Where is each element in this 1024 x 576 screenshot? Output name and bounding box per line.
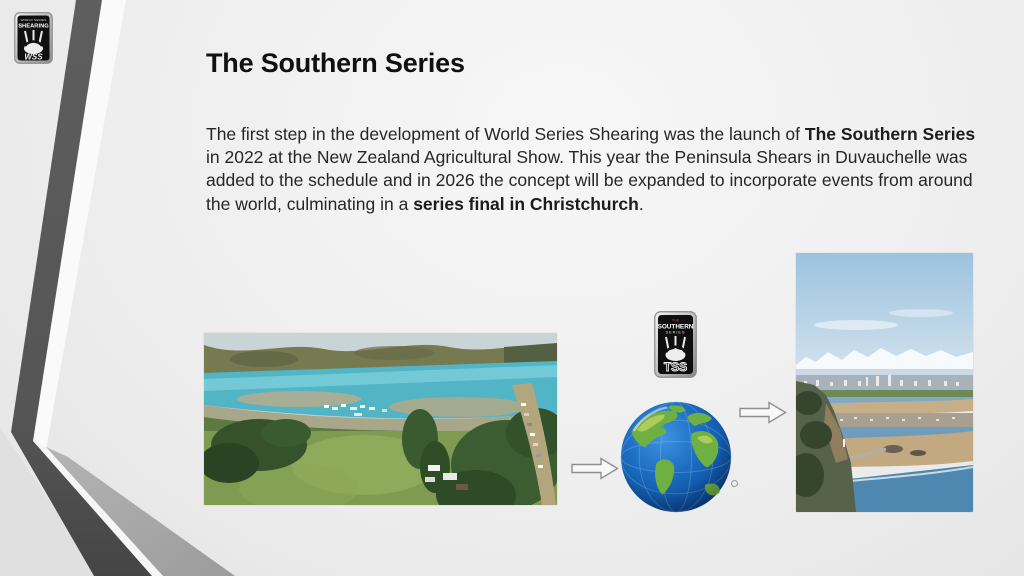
christchurch-photo	[796, 253, 973, 512]
photo1-hill-shade	[230, 351, 298, 367]
aerial-duvauchelle-photo	[204, 333, 557, 505]
tss-badge-abbr: TSS	[663, 360, 688, 374]
body-run-2: in 2022 at the New Zealand Agricultural Show. This year the Peninsula Shears in Duvauchelle was added to the schedule and in 2026 the concept will be expanded to incorporate events from around the world, culminating in a	[206, 147, 973, 214]
right-arrow-icon	[739, 401, 787, 424]
photo1-hill-shade	[354, 346, 434, 360]
body-run-1: The first step in the development of World Series Shearing was the launch of	[206, 124, 805, 144]
connector-dot	[731, 480, 738, 487]
tss-badge-southern: SOUTHERN	[657, 323, 694, 331]
body-bold-1: The Southern Series	[804, 124, 976, 144]
slide-title: The Southern Series	[206, 48, 465, 78]
right-arrow-icon	[571, 457, 619, 480]
body-run-3: .	[638, 193, 644, 214]
wss-logo-badge	[14, 12, 53, 64]
tss-badge-the: THE	[671, 318, 680, 323]
photo1-mudflat	[389, 397, 529, 417]
photo2-mountain-base	[796, 369, 973, 376]
wss-badge-abbr: WSS	[24, 52, 43, 62]
photo2-rocks	[910, 450, 926, 456]
body-bold-2: series final in Christchurch	[413, 193, 639, 214]
photo2-cloud	[889, 309, 953, 317]
world-globe-icon	[618, 399, 734, 515]
wss-badge-topline: WORLD SERIES	[20, 18, 47, 22]
photo1-trees	[261, 419, 311, 447]
slide-paragraph	[206, 123, 978, 216]
globe-shading	[621, 402, 731, 512]
photo2-cloud	[814, 320, 898, 330]
tss-logo-badge	[654, 311, 697, 378]
wss-badge-name: SHEARING	[18, 23, 49, 30]
photo2-monument	[843, 439, 845, 447]
tss-badge-series: SERIES	[665, 330, 686, 335]
